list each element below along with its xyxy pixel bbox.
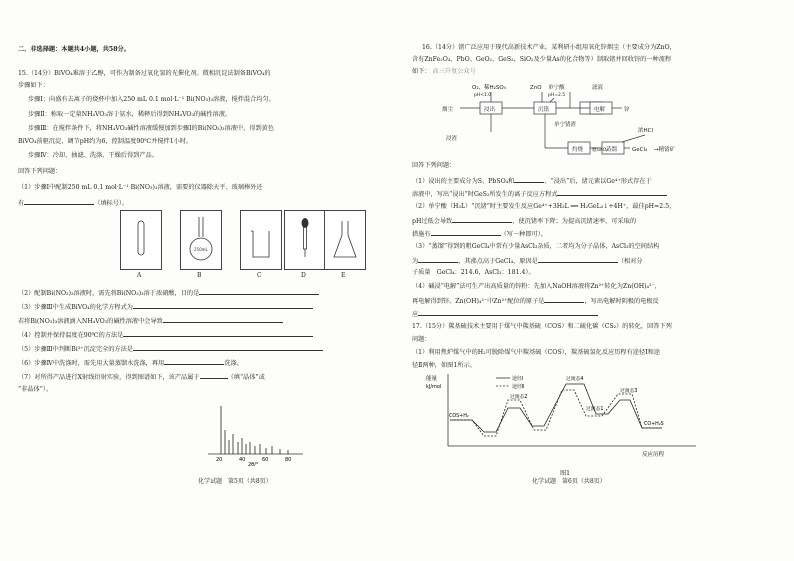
- q16-part1-a: （1）浸出的主要成分为S、PbSO₄和 、“浸出”后，锗元素以Ge⁴⁺形式存在于: [412, 178, 652, 185]
- ts2-label: 过渡态2: [510, 395, 528, 400]
- q16-intro-3: 如下： 高三升复公众号: [412, 68, 476, 75]
- ts3-label: 过渡态3: [620, 389, 638, 394]
- q15-answer-prompt: 回答下列问题：: [18, 168, 62, 175]
- flask-label: 250mL: [194, 247, 208, 252]
- flow-geo2: 粗GeO₂: [592, 148, 609, 153]
- answer-blank[interactable]: [200, 372, 228, 379]
- q15-step-4: 步骤Ⅳ：冷却、抽滤、洗涤、干燥后得到产品。: [28, 152, 158, 159]
- q15-part1-b: 有 （填标号）。: [18, 200, 129, 207]
- energy-path-2: [450, 390, 662, 436]
- xrd-tick-60: 60: [262, 457, 269, 463]
- xrd-tick-40: 40: [239, 457, 246, 463]
- q17-part1-b: 径Ⅱ两种，如图1所示。: [412, 362, 476, 369]
- q15-part7-a: （7）对所得产品进行X射线衍射实验，得到图谱如下，该产品属于 （填“晶体”或: [18, 374, 265, 381]
- q15-intro-1: 15.（14分）BiVO₄难溶于乙醇，可作为制备过氧化氢的光催化剂。微相沉淀法制备BiVO₄的: [18, 70, 271, 77]
- q17-intro-1: 17.（15分）羰基硫技术主要用于煤气中羰基硫（COS）和二硫化碳（CS₂）的转化，回答下列: [412, 323, 672, 330]
- q15-step-3a: 步骤Ⅲ：在搅拌条件下，将NH₄VO₃碱性溶液缓慢加到步骤Ⅰ的Bi(NO₃)₃溶液中，得到黄色: [28, 125, 275, 132]
- answer-blank[interactable]: [123, 330, 313, 337]
- start-label: COS+H₂: [449, 414, 469, 419]
- flow-electro: 电解: [594, 107, 606, 113]
- q16-answer-prompt: 回答下列问题：: [412, 162, 456, 169]
- figure-caption: 图1: [560, 470, 571, 477]
- section-header: 二、非选择题：本题共4小题，共58分。: [18, 46, 130, 53]
- answer-blank[interactable]: [431, 229, 501, 236]
- flow-zinc: 锌: [624, 107, 630, 113]
- q15-step-2: 步骤Ⅱ：称取一定量NH₄VO₃溶于氨水，稀释后得到NH₄VO₃的碱性溶液。: [28, 111, 232, 118]
- q17-intro-2: 问题：: [412, 336, 431, 343]
- xrd-x-label: 2θ/°: [248, 462, 259, 466]
- page-footer-right: 化学试题 第6页（共8页）: [532, 478, 606, 485]
- flow-zno: ZnO: [530, 85, 542, 91]
- answer-blank[interactable]: [452, 216, 512, 223]
- legend-path-1: 途径Ⅰ: [512, 376, 524, 382]
- answer-blank[interactable]: [544, 296, 584, 303]
- q16-part2-c: 措施有 （写一种即可）。: [412, 231, 547, 238]
- energy-profile-diagram: [426, 370, 706, 468]
- flow-tannin: 单宁酸: [548, 85, 565, 91]
- legend-path-2: 途径Ⅱ: [512, 384, 525, 390]
- flow-ph2: pH=2.5: [548, 93, 566, 98]
- q16-part2-b: pH过低会导致 ，使沉锗率下降；为提高沉锗速率，可采取的: [412, 218, 637, 225]
- apparatus-label-a: A: [137, 272, 142, 279]
- right-column: [412, 0, 787, 561]
- energy-y-label-2: kJ/mol: [426, 384, 442, 390]
- answer-blank[interactable]: [538, 256, 618, 263]
- apparatus-d: [284, 210, 326, 270]
- conical-flask-icon: [325, 211, 365, 269]
- q16-part4-a: （4）碱浸“电解”法可生产出高质量的锌粉：先加入NaOH溶液将Zn²⁺转化为Zn(OH)₄²⁻，: [412, 283, 661, 290]
- left-column: [18, 0, 393, 561]
- flow-ph-label: pH<1.0: [474, 93, 492, 98]
- apparatus-c: [240, 210, 282, 270]
- answer-blank[interactable]: [164, 358, 224, 365]
- answer-blank[interactable]: [418, 256, 458, 263]
- q15-part3-a: （3）步骤Ⅲ中生成BiVO₄的化学方程式为: [18, 302, 313, 312]
- q15-part7-b: “非晶体”）。: [18, 386, 53, 393]
- flow-raw: 烟尘: [442, 107, 454, 113]
- q15-part5: （5）步骤Ⅲ中判断Bi³⁺沉淀完全的方法是: [18, 344, 323, 354]
- q15-intro-2: 步骤如下：: [18, 82, 49, 89]
- ts4-label: 过渡态4: [566, 377, 584, 382]
- apparatus-label-d: D: [301, 272, 306, 279]
- q16-part3-a: （3）“蒸馏”得到的粗GeCl₄中常有少量AsCl₃杂质，二者均为分子晶体，AsCl₃的空间结构: [412, 243, 660, 250]
- answer-blank[interactable]: [557, 189, 667, 196]
- q15-part4: （4）控制并保持温度在90℃的方法是: [18, 330, 313, 340]
- q16-part1-b: 溶液中，写出“浸出”时GeS₂所发生的离子反应方程式: [412, 189, 667, 199]
- answer-blank[interactable]: [133, 344, 323, 351]
- flow-hcl: 浓HCl: [638, 128, 654, 134]
- flow-leach: 浸出: [484, 107, 496, 113]
- q16-intro-2: 含有ZnFe₂O₄、PbO、GeO₂、GeS₂、SiO₂及少量As的化合物等）制取锗并回收锌的一种流程: [412, 56, 672, 63]
- dropper-icon: [285, 211, 325, 269]
- flow-tannin-ge: 单宁锗渣: [554, 122, 577, 128]
- test-tube-icon: [121, 211, 161, 269]
- flow-distill: 蒸馏: [606, 147, 618, 153]
- flow-reagent-top: O₂、稀H₂SO₄: [472, 85, 506, 91]
- flow-residue: 浸渣: [446, 136, 458, 142]
- q16-part4-b: 再电解得到锌。Zn(OH)₄²⁻中Zn²⁺配位的原子是 ，写出电解时阴极的电极反: [412, 298, 659, 305]
- answer-blank[interactable]: [133, 302, 313, 309]
- flow-precip: 沉锗: [538, 107, 550, 113]
- q15-part1-a: （1）步骤Ⅰ中配制250 mL 0.1 mol·L⁻¹ Bi(NO₃)₃溶液，需要的仪器除天平、玻璃棒外还: [18, 184, 263, 191]
- process-flow-diagram: [442, 80, 722, 160]
- answer-blank[interactable]: [199, 288, 319, 295]
- page-footer-left: 化学试题 第5页（共8页）: [198, 478, 272, 485]
- volumetric-flask-icon: [181, 211, 221, 269]
- q16-part3-c: 子质量 GeCl₄：214.6，AsCl₃：181.4）。: [412, 269, 535, 276]
- apparatus-e: [324, 210, 366, 270]
- apparatus-label-b: B: [197, 272, 202, 279]
- energy-y-label-1: 能量: [426, 376, 438, 382]
- xrd-tick-80: 80: [285, 457, 292, 463]
- energy-x-label: 反应历程: [642, 452, 665, 458]
- q17-part1-a: （1）利用焦炉煤气中的H₂可脱除煤气中羰基硫（COS），羰基硫氢化反应历程有途径Ⅰ和途: [412, 349, 660, 356]
- apparatus-label-c: C: [257, 272, 262, 279]
- q15-part2: （2）配制Bi(NO₃)₃溶液时，需先将Bi(NO₃)₃溶于浓硝酸，目的是: [18, 288, 319, 298]
- q16-part3-b: 为 ，其沸点高于GeCl₄，原因是 （相对分: [412, 258, 643, 265]
- q16-intro-1: 16.（14分）锗广泛应用于现代高新技术产业。某利研小组用氧化锌烟尘（主要成分为ZnO，: [422, 44, 676, 51]
- q16-part2-a: （2）单宁酸（H₃L）“沉锗”时主要发生反应Ge⁴⁺+3H₃L ══ H₂GeL₃↓+4H⁺，最佳pH=2.5，: [412, 203, 676, 210]
- watermark: 高三升复公众号: [432, 68, 476, 75]
- beaker-icon: [241, 211, 281, 269]
- end-label: CO+H₂S: [644, 422, 664, 427]
- apparatus-b: [180, 210, 222, 270]
- q15-part3-b: 若将Bi(NO₃)₃溶液滴入NH₄VO₃的碱性溶液中会导致: [18, 316, 283, 326]
- flow-final: →精锗矿: [654, 147, 676, 153]
- xrd-tick-20: 20: [216, 457, 223, 463]
- flow-gecl4: GeCl₄: [632, 147, 648, 153]
- answer-blank[interactable]: [514, 176, 544, 183]
- q15-part6: （6）步骤Ⅳ中洗涤时，需先用大量蒸馏水洗涤，再用 洗涤。: [18, 360, 243, 367]
- apparatus-label-e: E: [341, 272, 346, 279]
- q15-step-3b: BiVO₄前驱沉淀，调节pH约为6，控制温度90℃并搅拌1小时。: [18, 138, 193, 145]
- answer-blank[interactable]: [418, 309, 598, 316]
- flow-filtrate: 滤液: [592, 85, 604, 91]
- answer-blank[interactable]: [24, 198, 94, 205]
- xrd-pattern: [198, 396, 308, 466]
- q15-step-1: 步骤Ⅰ：向盛有去离子的烧杯中加入250 mL 0.1 mol·L⁻¹ Bi(NO₃)₃溶液，搅拌混合均匀。: [28, 96, 275, 103]
- xrd-peaks: [221, 406, 288, 454]
- answer-blank[interactable]: [163, 316, 283, 323]
- ts1-label: 过渡态1: [586, 407, 604, 412]
- flow-burn: 灼烧: [572, 147, 584, 153]
- q16-part4-c: 应: [412, 309, 598, 319]
- apparatus-a: [120, 210, 162, 270]
